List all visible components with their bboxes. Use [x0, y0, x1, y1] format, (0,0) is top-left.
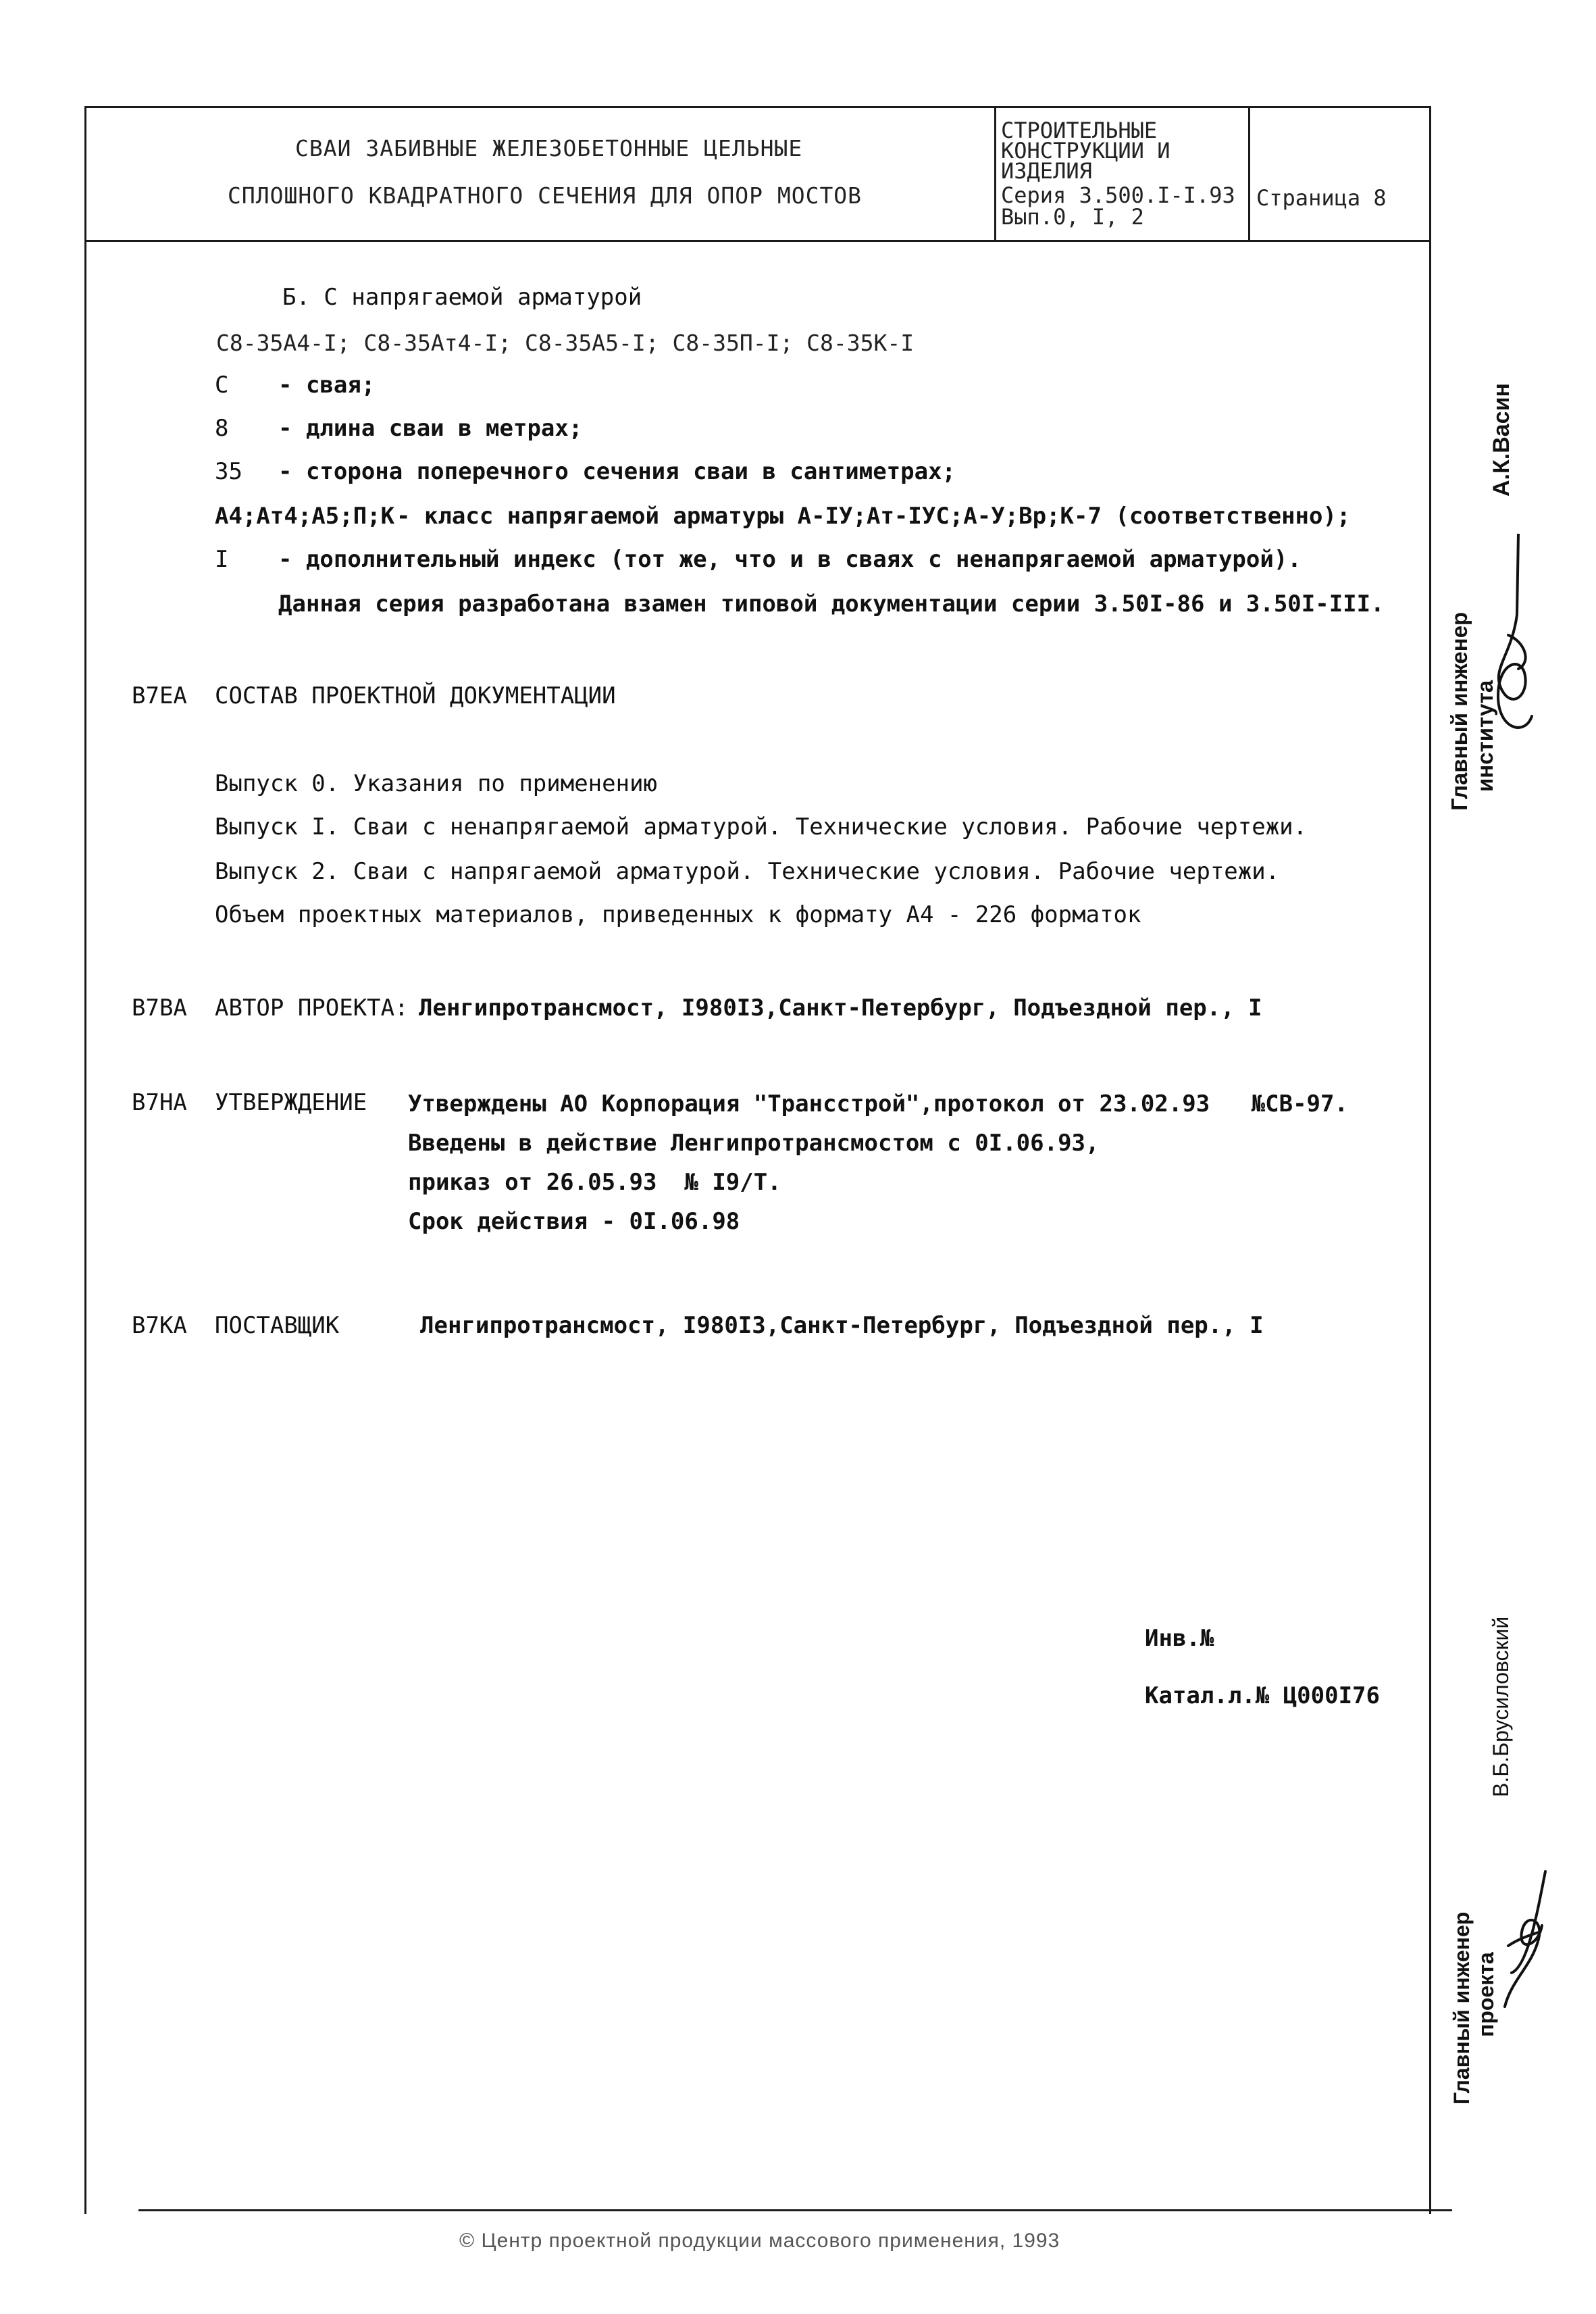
inventory-label: Инв.№	[1145, 1625, 1214, 1652]
signature-institute-image	[1478, 534, 1552, 763]
frame-bottom-line	[138, 2209, 1452, 2211]
header-divider-1	[994, 106, 996, 241]
header-bottom-line	[84, 240, 1431, 242]
header-category-line2: КОНСТРУКЦИИ И	[1001, 138, 1170, 164]
supplier-label: ПОСТАВЩИК	[215, 1312, 340, 1339]
legend-text-35: - сторона поперечного сечения сваи в сантиметрах;	[278, 458, 956, 485]
legend-text-c: - свая;	[278, 372, 376, 399]
sidebar-chief-engineer-institute: Главный инженер	[1447, 611, 1472, 811]
sidebar-chief-engineer-institute-2: института	[1472, 680, 1497, 792]
approval-line: Срок действия - 0I.06.98	[408, 1208, 740, 1235]
sidebar-institute-engineer-name: А.К.Васин	[1489, 382, 1514, 497]
legend-key-35: 35	[215, 458, 242, 485]
section-b-title: Б. С напрягаемой арматурой	[282, 284, 642, 311]
header-title-line1: СВАИ ЗАБИВНЫЕ ЖЕЛЕЗОБЕТОННЫЕ ЦЕЛЬНЫЕ	[295, 135, 803, 161]
supplier-text: Ленгипротрансмост, I980I3,Санкт-Петербург, Подъездной пер., I	[420, 1312, 1264, 1339]
frame-right-line	[1429, 106, 1431, 2214]
composition-item: Выпуск I. Сваи с ненапрягаемой арматурой. Технические условия. Рабочие чертежи.	[215, 813, 1308, 840]
composition-item: Объем проектных материалов, приведенных к формату А4 - 226 форматок	[215, 901, 1141, 928]
composition-item: Выпуск 0. Указания по применению	[215, 770, 658, 797]
frame-top-line	[84, 106, 1431, 108]
header-series: Серия 3.500.I-I.93	[1001, 182, 1235, 208]
legend-text-i: - дополнительный индекс (тот же, что и в сваях с ненапрягаемой арматурой).	[278, 546, 1302, 573]
sidebar-chief-engineer-project-2: проекта	[1474, 1952, 1498, 2037]
composition-item: Выпуск 2. Сваи с напрягаемой арматурой. Технические условия. Рабочие чертежи.	[215, 858, 1280, 885]
header-issues: Вып.0, I, 2	[1001, 204, 1144, 230]
approval-line: Введены в действие Ленгипротрансмостом с 0I.06.93,	[408, 1130, 1100, 1157]
pile-codes: С8-35А4-I; С8-35Ат4-I; С8-35А5-I; С8-35П-I; С8-35К-I	[216, 330, 915, 356]
approval-code: В7НА	[132, 1089, 187, 1116]
sidebar-project-engineer-name: В.Б.Брусиловский	[1489, 1616, 1513, 1797]
header-category-line3: ИЗДЕЛИЯ	[1001, 158, 1092, 184]
frame-left-line	[84, 106, 86, 2214]
composition-title: СОСТАВ ПРОЕКТНОЙ ДОКУМЕНТАЦИИ	[215, 682, 616, 709]
header-divider-2	[1248, 106, 1250, 241]
legend-key-c: С	[215, 372, 229, 399]
author-label: АВТОР ПРОЕКТА:	[215, 995, 409, 1022]
legend-text-8: - длина сваи в метрах;	[278, 415, 583, 442]
replacement-note: Данная серия разработана взамен типовой документации серии 3.50I-86 и 3.50I-III.	[278, 590, 1385, 618]
catalog-number: Катал.л.№ Ц000I76	[1145, 1682, 1380, 1709]
approval-label: УТВЕРЖДЕНИЕ	[215, 1089, 367, 1116]
author-code: В7ВА	[132, 995, 187, 1022]
signature-project-image	[1491, 1865, 1552, 2013]
legend-key-class: А4;Ат4;А5;П;К	[215, 503, 395, 530]
composition-code: В7ЕА	[132, 682, 187, 709]
header-page-number: Страница 8	[1256, 185, 1387, 211]
legend-key-8: 8	[215, 415, 229, 442]
legend-text-class: - класс напрягаемой арматуры А-IУ;Ат-IУС;А-У;Вр;К-7 (соответственно);	[396, 503, 1351, 530]
approval-line: приказ от 26.05.93 № I9/Т.	[408, 1169, 781, 1196]
legend-key-i: I	[215, 546, 229, 573]
footer-copyright: © Центр проектной продукции массового применения, 1993	[459, 2230, 1060, 2252]
sidebar-chief-engineer-project: Главный инженер	[1449, 1911, 1474, 2105]
header-title-line2: СПЛОШНОГО КВАДРАТНОГО СЕЧЕНИЯ ДЛЯ ОПОР МОСТОВ	[228, 182, 863, 209]
supplier-code: В7КА	[132, 1312, 187, 1339]
author-text: Ленгипротрансмост, I980I3,Санкт-Петербург, Подъездной пер., I	[419, 995, 1262, 1022]
header-category-line1: СТРОИТЕЛЬНЫЕ	[1001, 118, 1158, 143]
approval-line: Утверждены АО Корпорация "Трансстрой",протокол от 23.02.93 №СВ-97.	[408, 1090, 1348, 1117]
